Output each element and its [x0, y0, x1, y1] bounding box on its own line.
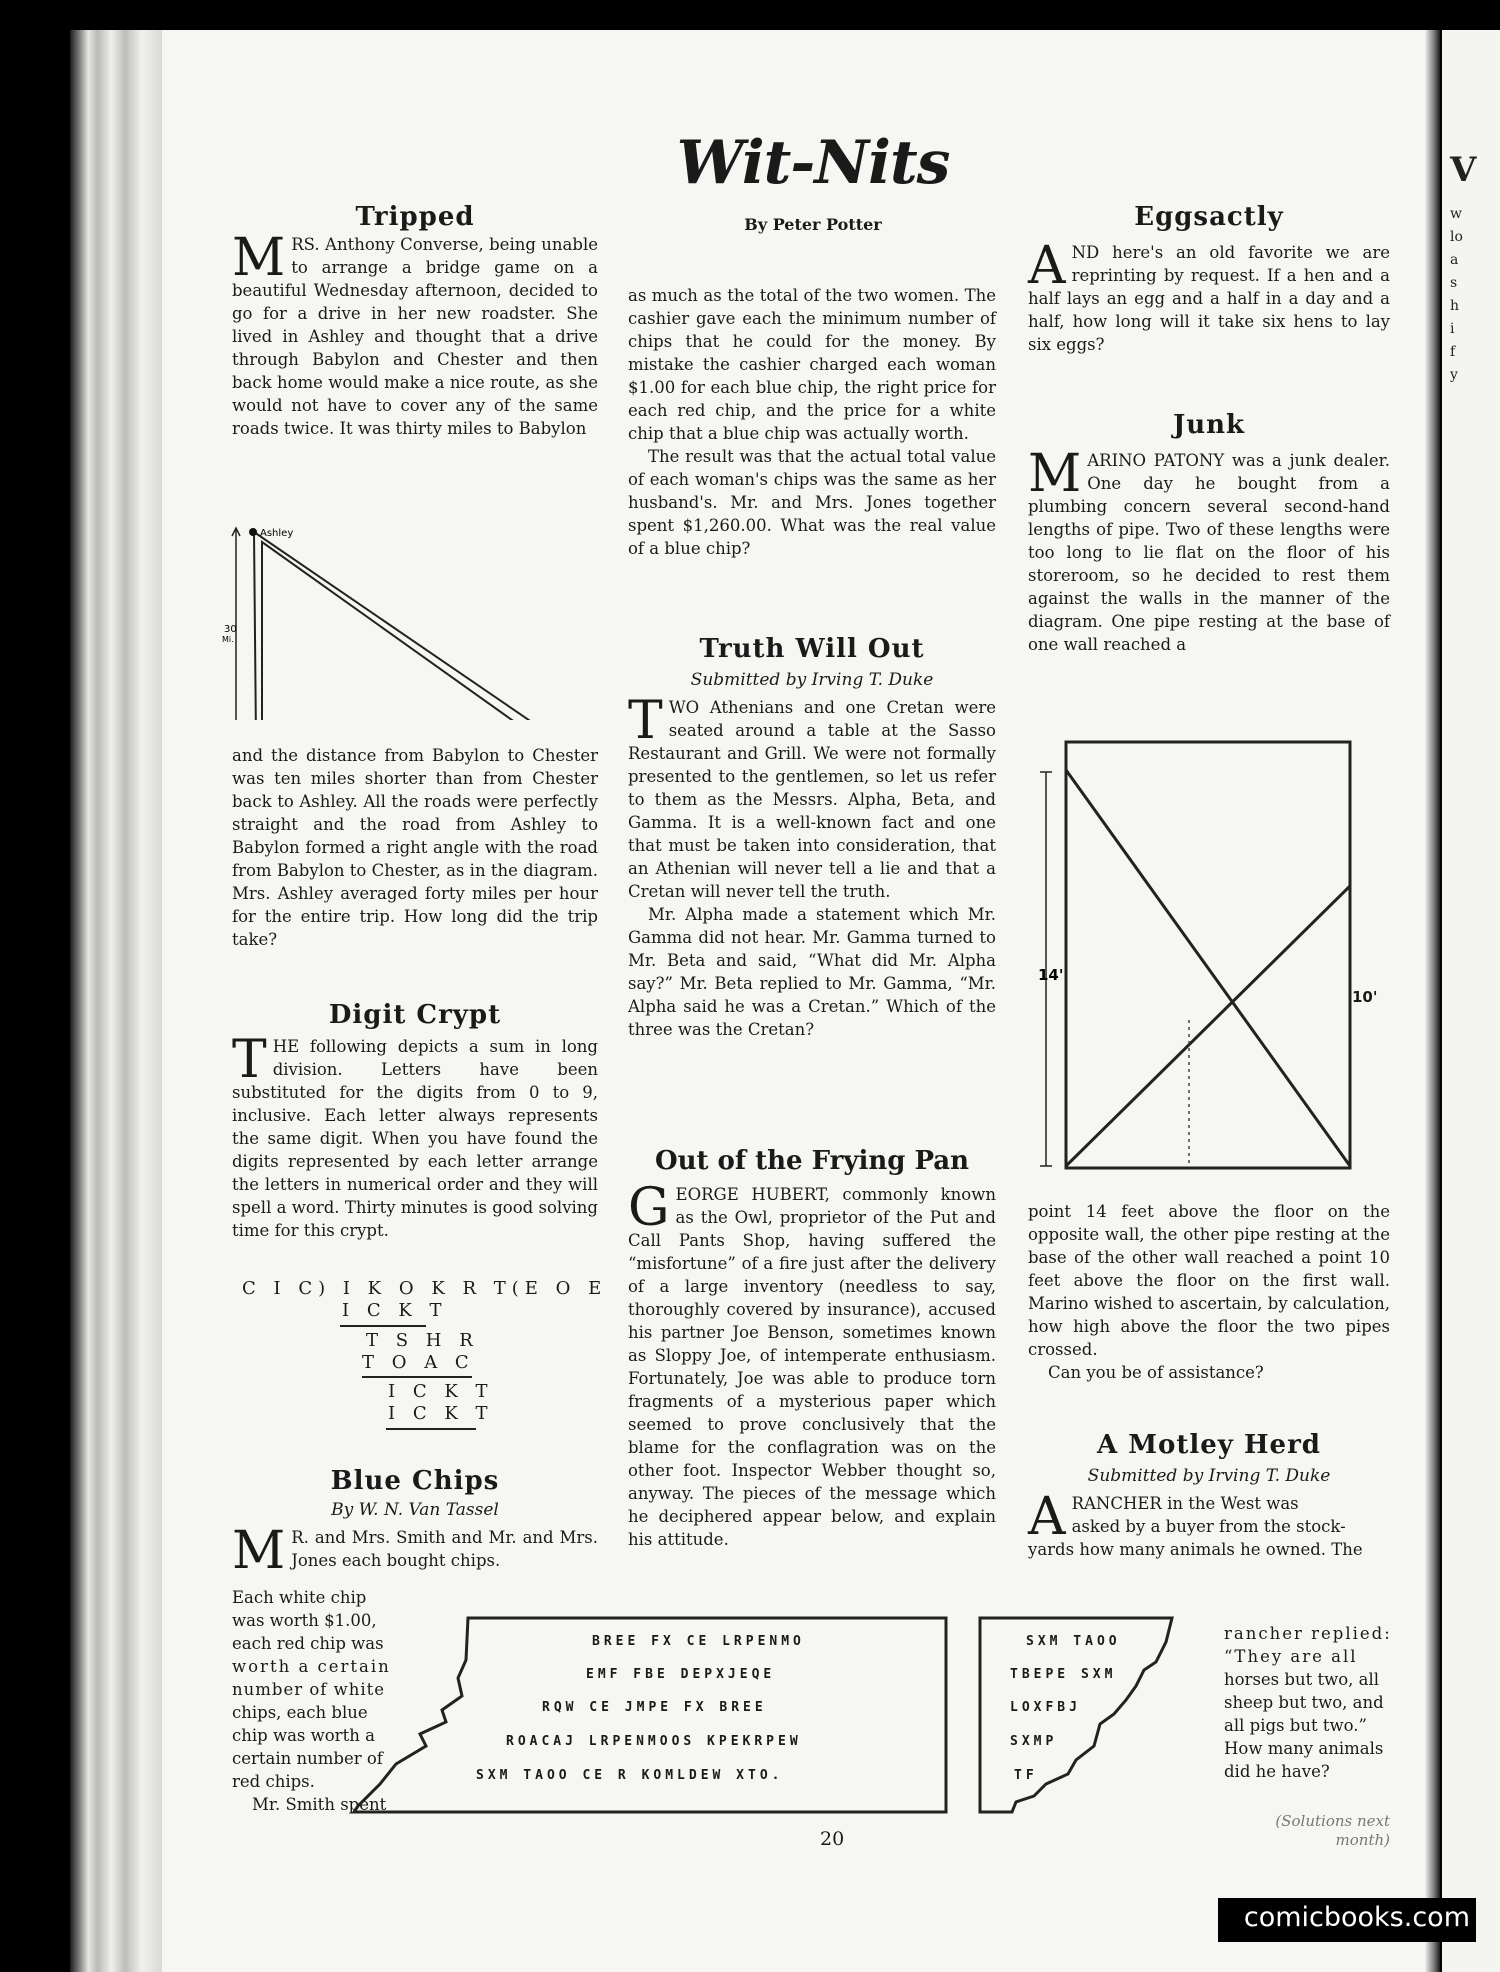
- fragment-2-line-3: LOXFBJ: [1010, 1700, 1081, 1715]
- book-binding: [70, 30, 162, 1972]
- triangle-road-diagram: [212, 490, 592, 720]
- drop-cap: G: [628, 1178, 670, 1238]
- blue-chips-paragraph-3: The result was that the actual total value of each woman's chips was the same as her husband's. Mr. and Mrs. Jones together spent $1,260.00. What was the real value of a blue chip?: [628, 447, 996, 558]
- drop-cap: M: [232, 228, 286, 288]
- watermark-text: comicbooks.com: [1243, 1902, 1470, 1933]
- crypt-line-5: I C K T: [388, 1381, 494, 1402]
- text-line: month): [1335, 1831, 1390, 1849]
- crypt-rule: [362, 1376, 472, 1378]
- drop-cap: T: [628, 691, 663, 751]
- text-fragment: V: [1450, 150, 1477, 190]
- eggsactly-title: Eggsactly: [1134, 202, 1284, 232]
- page-number: 20: [820, 1828, 845, 1850]
- text-line: chips, each blue: [232, 1703, 368, 1722]
- tripped-article: [232, 202, 598, 440]
- text-line: red chips.: [232, 1772, 315, 1791]
- junk-title: Junk: [1172, 410, 1246, 440]
- fragment-2-line-2: TBEPE SXM: [1010, 1667, 1117, 1682]
- label-distance-unit: Mi.: [222, 635, 234, 644]
- text-line: all pigs but two.”: [1224, 1716, 1367, 1735]
- blue-chips-paragraph-2: as much as the total of the two women. The cashier gave each the minimum number of chips that he could for the money. By mistake the cashier charged each woman $1.00 for each blue chip, the right price for each red chip, and the price for a white chip that a blue chip was actually worth.: [628, 286, 996, 443]
- blue-chips-article: [232, 1466, 598, 1581]
- drop-cap: M: [1028, 444, 1082, 504]
- solutions-note: [1220, 1812, 1390, 1850]
- fragment-2-line-5: TF: [1014, 1768, 1038, 1783]
- text-line: each red chip was: [232, 1634, 384, 1653]
- truth-author: Submitted by Irving T. Duke: [690, 670, 934, 690]
- text-line: rancher replied:: [1224, 1624, 1392, 1643]
- crypt-line-3: T S H R: [366, 1330, 479, 1351]
- motley-herd-author: Submitted by Irving T. Duke: [1087, 1466, 1331, 1486]
- blue-chips-title: Blue Chips: [330, 1466, 500, 1496]
- tripped-continued: [232, 744, 598, 951]
- text-line: “They are all: [1224, 1647, 1358, 1666]
- text-fragment: f: [1450, 344, 1456, 360]
- blue-chips-intro: R. and Mrs. Smith and Mr. and Mrs. Jones each bought chips.: [291, 1528, 598, 1570]
- text-line: RANCHER in the West was: [1071, 1494, 1299, 1513]
- fragment-1-line-2: EMF FBE DEPXJEQE: [586, 1667, 776, 1682]
- junk-paragraph-3: Can you be of assistance?: [1048, 1363, 1264, 1382]
- text-line: yards how many animals he owned. The: [1028, 1540, 1363, 1559]
- text-fragment: y: [1450, 367, 1458, 383]
- text-line: chip was worth a: [232, 1726, 375, 1745]
- frying-pan-article: [628, 1146, 996, 1551]
- text-fragment: h: [1450, 298, 1460, 314]
- digit-crypt-article: [232, 1000, 598, 1242]
- eggsactly-article: [1028, 202, 1390, 356]
- crypt-line-2: I C K T: [342, 1300, 448, 1321]
- frying-pan-paragraph: EORGE HUBERT, commonly known as the Owl, proprietor of the Put and Call Pants Shop, having suffered the “misfortune” of a fire just after the delivery of a large inventory (needless to say, thoroughly covered by insurance), accused his partner Joe Benson, sometimes known as Sloppy Joe, of intemperate enthusiasm. Fortunately, Joe was able to produce torn fragments of a mysterious paper which seemed to prove conclusively that the blame for the conflagration was on the other foot. Inspector Webber thought so, anyway. The pieces of the message which he deciphered appear below, and explain his attitude.: [628, 1185, 996, 1549]
- fragment-2-line-4: SXMP: [1010, 1734, 1058, 1749]
- junk-paragraph-1: ARINO PATONY was a junk dealer. One day he bought from a plumbing concern several second-hand lengths of pipe. Two of these lengths were too long to lie flat on the floor of his storeroom, so he decided to rest them against the walls in the manner of the diagram. One pipe resting at the base of one wall reached a: [1028, 451, 1390, 654]
- junk-continued: [1028, 1200, 1390, 1384]
- text-line: (Solutions next: [1275, 1812, 1390, 1830]
- magazine-page: [70, 30, 1440, 1972]
- crypt-line-4: T O A C: [362, 1352, 475, 1373]
- digit-crypt-title: Digit Crypt: [328, 1000, 502, 1030]
- eggsactly-paragraph: ND here's an old favorite we are reprinting by request. If a hen and a half lays an egg and a half in a day and a half, how long will it take six hens to lay six eggs?: [1028, 243, 1390, 354]
- fragment-1-line-1: BREE FX CE LRPENMO: [592, 1634, 805, 1649]
- text-line: did he have?: [1224, 1762, 1330, 1781]
- crypt-line-6: I C K T: [388, 1403, 494, 1424]
- truth-article: [628, 634, 996, 1041]
- digit-crypt-paragraph: HE following depicts a sum in long division. Letters have been substituted for the digits from 0 to 9, inclusive. Each letter always represents the same digit. When you have found the digits represented by each letter arrange the letters in numerical order and they will spell a word. Thirty minutes is good solving time for this crypt.: [232, 1037, 598, 1240]
- crypt-rule: [340, 1325, 426, 1327]
- adjacent-page-edge: [1442, 30, 1500, 1972]
- junk-article: [1028, 410, 1390, 656]
- text-line: Mr. Smith spent: [252, 1795, 387, 1814]
- text-line: was worth $1.00,: [232, 1611, 377, 1630]
- text-line: How many animals: [1224, 1739, 1384, 1758]
- tripped-paragraph-2: and the distance from Babylon to Chester was ten miles shorter than from Chester back to Ashley. All the roads were perfectly straight and the road from Ashley to Babylon formed a right angle with the road from Babylon to Chester, as in the diagram. Mrs. Ashley averaged forty miles per hour for the entire trip. How long did the trip take?: [232, 746, 598, 949]
- label-14-feet: 14': [1038, 966, 1064, 984]
- label-distance-number: 30: [224, 624, 237, 635]
- crypt-rule: [386, 1428, 476, 1430]
- drop-cap: M: [232, 1521, 286, 1581]
- text-line: certain number of: [232, 1749, 383, 1768]
- crossed-pipes-diagram: [1032, 710, 1352, 1170]
- fragment-1-line-5: SXM TAOO CE R KOMLDEW XTO.: [476, 1768, 784, 1783]
- text-fragment: a: [1450, 252, 1459, 268]
- drop-cap: T: [232, 1030, 267, 1090]
- page-edge-shadow: [1425, 30, 1440, 1972]
- fragment-1-line-4: ROACAJ LRPENMOOS KPEKRPEW: [506, 1734, 802, 1749]
- drop-cap: A: [1028, 236, 1066, 296]
- text-fragment: i: [1450, 321, 1455, 337]
- masthead-title: Wit-Nits: [676, 128, 950, 198]
- text-line: horses but two, all: [1224, 1670, 1380, 1689]
- masthead-byline: By Peter Potter: [744, 215, 882, 234]
- label-ashley: Ashley: [260, 528, 294, 539]
- text-fragment: lo: [1450, 229, 1463, 245]
- frying-pan-title: Out of the Frying Pan: [654, 1146, 970, 1176]
- label-10-feet: 10': [1352, 988, 1378, 1006]
- text-fragment: w: [1450, 206, 1462, 222]
- watermark: [1218, 1898, 1476, 1942]
- text-line: Each white chip: [232, 1588, 367, 1607]
- fragment-1-line-3: RQW CE JMPE FX BREE: [542, 1700, 767, 1715]
- text-line: sheep but two, and: [1224, 1693, 1384, 1712]
- blue-chips-continued: [628, 284, 996, 560]
- truth-paragraph-2: Mr. Alpha made a statement which Mr. Gamma did not hear. Mr. Gamma turned to Mr. Beta and said, “What did Mr. Alpha say?” Mr. Beta replied to Mr. Gamma, “Mr. Alpha said he was a Cretan.” Which of the three was the Cretan?: [628, 905, 996, 1039]
- truth-paragraph-1: WO Athenians and one Cretan were seated around a table at the Sasso Restaurant and Grill. We were not formally presented to the gentlemen, so let us refer to them as the Messrs. Alpha, Beta, and Gamma. It is a well-known fact and one that must be taken into consideration, that an Athenian will never tell a lie and that a Cretan will never tell the truth.: [628, 698, 996, 901]
- fragment-2-line-1: SXM TAOO: [1026, 1634, 1121, 1649]
- text-line: worth a certain: [232, 1657, 391, 1676]
- motley-herd-article: [1028, 1430, 1390, 1561]
- motley-herd-title: A Motley Herd: [1097, 1430, 1321, 1460]
- crypt-line-1: C I C) I K O K R T(E O E: [242, 1278, 608, 1299]
- junk-paragraph-2: point 14 feet above the floor on the opposite wall, the other pipe resting at the base of the other wall reached a point 10 feet above the floor on the first wall. Marino wished to ascertain, by calculation, how high above the floor the two pipes crossed.: [1028, 1202, 1390, 1359]
- blue-chips-author: By W. N. Van Tassel: [331, 1500, 499, 1520]
- drop-cap: A: [1028, 1487, 1066, 1547]
- motley-herd-narrow: [1224, 1622, 1394, 1783]
- text-fragment: s: [1450, 275, 1458, 291]
- tripped-title: Tripped: [355, 202, 475, 232]
- text-line: number of white: [232, 1680, 386, 1699]
- text-line: asked by a buyer from the stock-: [1071, 1517, 1346, 1536]
- tripped-paragraph-1: RS. Anthony Converse, being unable to arrange a bridge game on a beautiful Wednesday afternoon, decided to go for a drive in her new roadster. She lived in Ashley and thought that a drive through Babylon and Chester and then back home would make a nice route, as she would not have to cover any of the same roads twice. It was thirty miles to Babylon: [232, 235, 598, 438]
- truth-title: Truth Will Out: [699, 634, 925, 664]
